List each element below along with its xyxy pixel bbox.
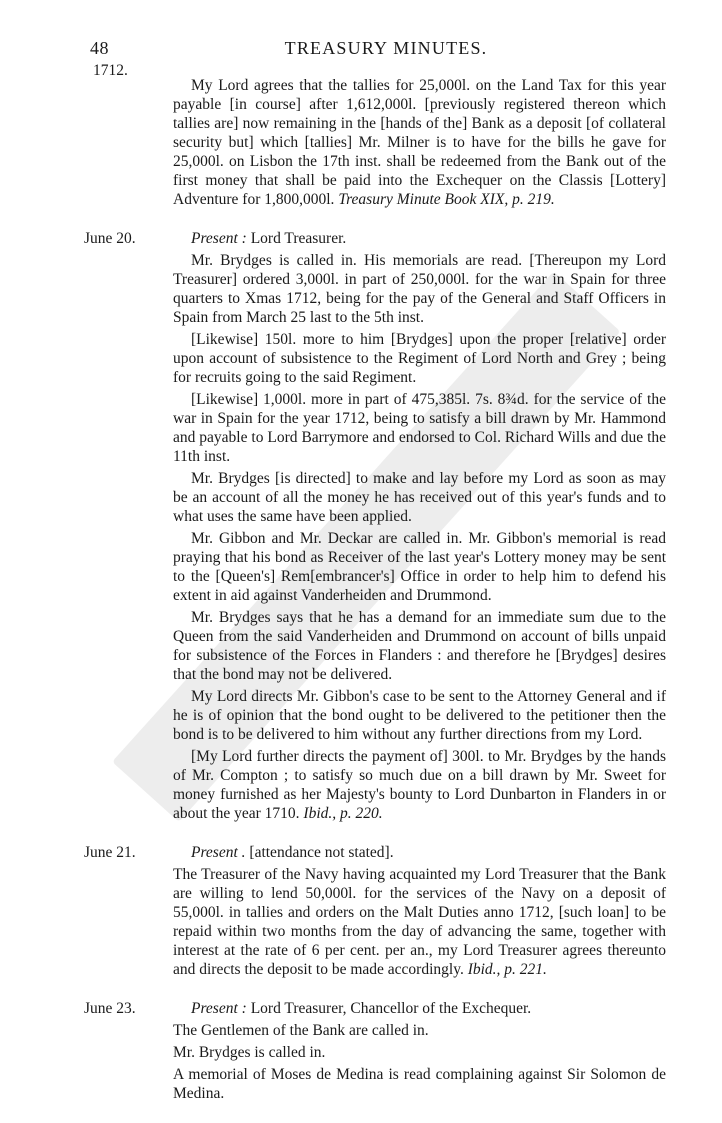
- citation: Ibid., p. 221.: [467, 961, 547, 978]
- paragraph: [My Lord further directs the payment of] 300l. to Mr. Brydges by the hands of Mr. Compton ; to satisfy so much due on a bill drawn by Mr. Sweet for money furnished as her Majesty's bounty to Lord Dunbarton in Flanders in or about the year 1710. Ibid., p. 220.: [173, 748, 666, 822]
- paragraph: My Lord directs Mr. Gibbon's case to be sent to the Attorney General and if he is of opinion that the bond ought to be delivered to the petitioner then the bond is to be delivered to him without any further directions from my Lord.: [173, 688, 666, 743]
- running-title: TREASURY MINUTES.: [284, 38, 488, 58]
- year-marker: 1712.: [93, 62, 128, 79]
- paragraph: Mr. Gibbon and Mr. Deckar are called in. Mr. Gibbon's memorial is read praying that his bond as Receiver of the last year's Lottery money may be sent to the [Queen's] Rem[embrancer's] Office in order to help him to defend his extent in aid against Vanderheiden and Drummond.: [173, 530, 666, 604]
- paragraph: Mr. Brydges says that he has a demand for an immediate sum due to the Queen from the said Vanderheiden and Drummond on account of bills unpaid for subsistence of the Forces in Flanders : and therefore he [Brydges] desires that the bond may not be delivered.: [173, 609, 666, 683]
- document-body: [84, 76, 666, 1123]
- paragraph: A memorial of Moses de Medina is read complaining against Sir Solomon de Medina.: [173, 1066, 666, 1102]
- paragraph: Mr. Brydges [is directed] to make and lay before my Lord as soon as may be an account of all the money he has received out of this year's funds and to what uses the same have been applied.: [173, 470, 666, 525]
- minute-entry: [84, 999, 666, 1103]
- attendance-line: Present : Lord Treasurer.: [191, 230, 347, 247]
- entry-date: June 20.: [84, 230, 136, 247]
- citation: Treasury Minute Book XIX, p. 219.: [338, 191, 555, 208]
- minute-entry: [84, 229, 666, 823]
- paragraph: [Likewise] 1,000l. more in part of 475,385l. 7s. 8¾d. for the service of the war in Spain for the year 1712, being to satisfy a bill drawn by Mr. Hammond and payable to Lord Barrymore and endorsed to Col. Richard Wills and due the 11th inst.: [173, 391, 666, 465]
- paragraph: The Gentlemen of the Bank are called in.: [173, 1022, 429, 1039]
- attendance-line: Present . [attendance not stated].: [191, 844, 394, 861]
- paragraph: The Treasurer of the Navy having acquainted my Lord Treasurer that the Bank are willing to lend 50,000l. for the services of the Navy on a deposit of 55,000l. in tallies and orders on the Malt Duties anno 1712, [such loan] to be repaid within two months from the day of advancing the same, together with interest at the rate of 6 per cent. per an., my Lord Treasurer agrees thereunto and directs the deposit to be made accordingly. Ibid., p. 221.: [173, 866, 666, 978]
- minute-entry: [84, 76, 666, 209]
- page-number: 48: [90, 38, 109, 58]
- attendance-line: Present : Lord Treasurer, Chancellor of the Exchequer.: [191, 1000, 532, 1017]
- paragraph: [Likewise] 150l. more to him [Brydges] upon the proper [relative] order upon account of subsistence to the Regiment of Lord North and Grey ; being for recruits going to the said Regiment.: [173, 331, 666, 386]
- minute-entry: [84, 843, 666, 979]
- entry-date: June 21.: [84, 844, 136, 861]
- citation: Ibid., p. 220.: [303, 805, 383, 822]
- entry-date: June 23.: [84, 1000, 136, 1017]
- paragraph: My Lord agrees that the tallies for 25,000l. on the Land Tax for this year payable [in course] after 1,612,000l. [previously registered thereon which tallies are] now remaining in the [hands of the] Bank as a deposit [of collateral security but] which [tallies] Mr. Milner is to have for the bills he gave for 25,000l. on Lisbon the 17th inst. shall be redeemed from the Bank out of the first money that shall be paid into the Exchequer on the Classis [Lottery] Adventure for 1,800,000l. Treasury Minute Book XIX, p. 219.: [173, 77, 666, 208]
- paragraph: Mr. Brydges is called in. His memorials are read. [Thereupon my Lord Treasurer] ordered 3,000l. in part of 250,000l. for the war in Spain for three quarters to Xmas 1712, being for the pay of the General and Staff Officers in Spain from March 25 last to the 5th inst.: [173, 252, 666, 326]
- paragraph: Mr. Brydges is called in.: [173, 1044, 326, 1061]
